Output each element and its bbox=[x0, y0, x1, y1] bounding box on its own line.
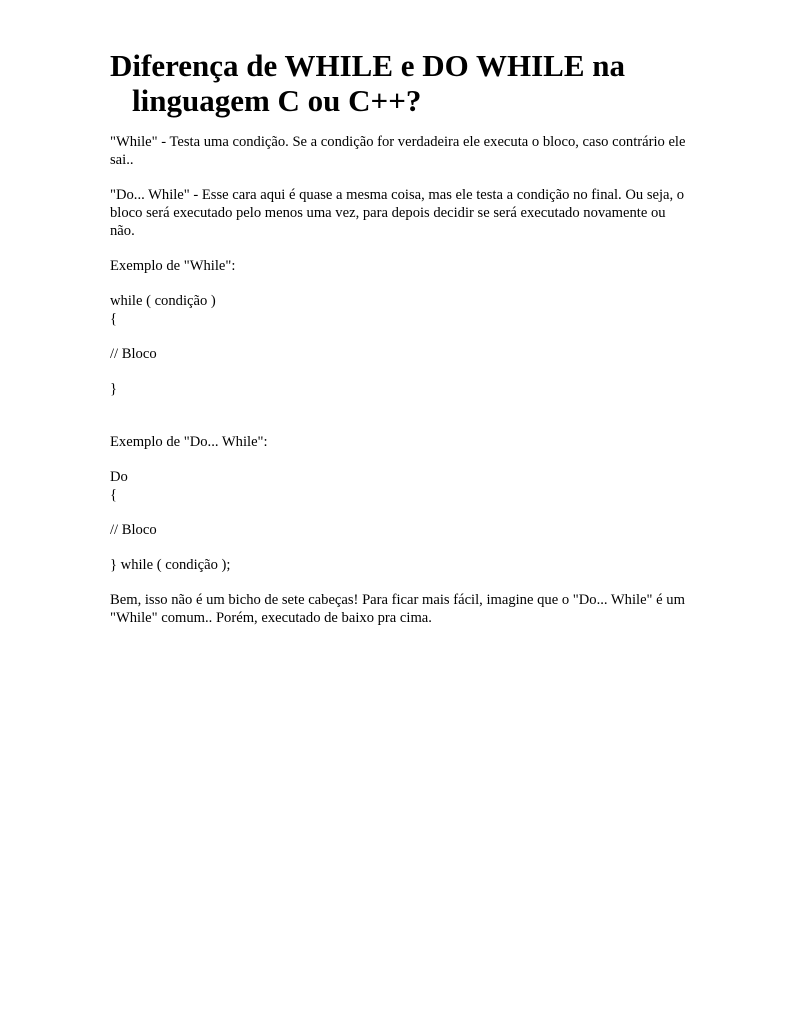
do-while-example-heading: Exemplo de "Do... While": bbox=[110, 434, 268, 450]
spacer bbox=[110, 415, 690, 433]
do-while-code-header bbox=[110, 468, 690, 504]
do-while-code-line: Do bbox=[110, 469, 128, 485]
do-while-code-body: // Bloco bbox=[110, 522, 157, 538]
while-code-body: // Bloco bbox=[110, 346, 157, 362]
while-example-heading: Exemplo de "While": bbox=[110, 258, 236, 274]
do-while-code-close: } while ( condição ); bbox=[110, 557, 231, 573]
while-code-line: while ( condição ) bbox=[110, 293, 216, 309]
document-page bbox=[110, 48, 690, 644]
page-title: Diferença de WHILE e DO WHILE na linguagem C ou C++? bbox=[110, 48, 625, 118]
conclusion-paragraph: Bem, isso não é um bicho de sete cabeças! Para ficar mais fácil, imagine que o "Do... While" é um "While" comum.. Porém, executado de baixo pra cima. bbox=[110, 592, 685, 626]
do-while-description: "Do... While" - Esse cara aqui é quase a mesma coisa, mas ele testa a condição no final. Ou seja, o bloco será executado pelo menos uma vez, para depois decidir se será executado novamente ou não. bbox=[110, 187, 685, 239]
while-code-open-brace: { bbox=[110, 311, 118, 327]
do-while-code-open-brace: { bbox=[110, 487, 118, 503]
while-description: "While" - Testa uma condição. Se a condição for verdadeira ele executa o bloco, caso contrário ele sai.. bbox=[110, 134, 686, 168]
while-code-header bbox=[110, 292, 690, 328]
while-code-close-brace: } bbox=[110, 381, 118, 397]
